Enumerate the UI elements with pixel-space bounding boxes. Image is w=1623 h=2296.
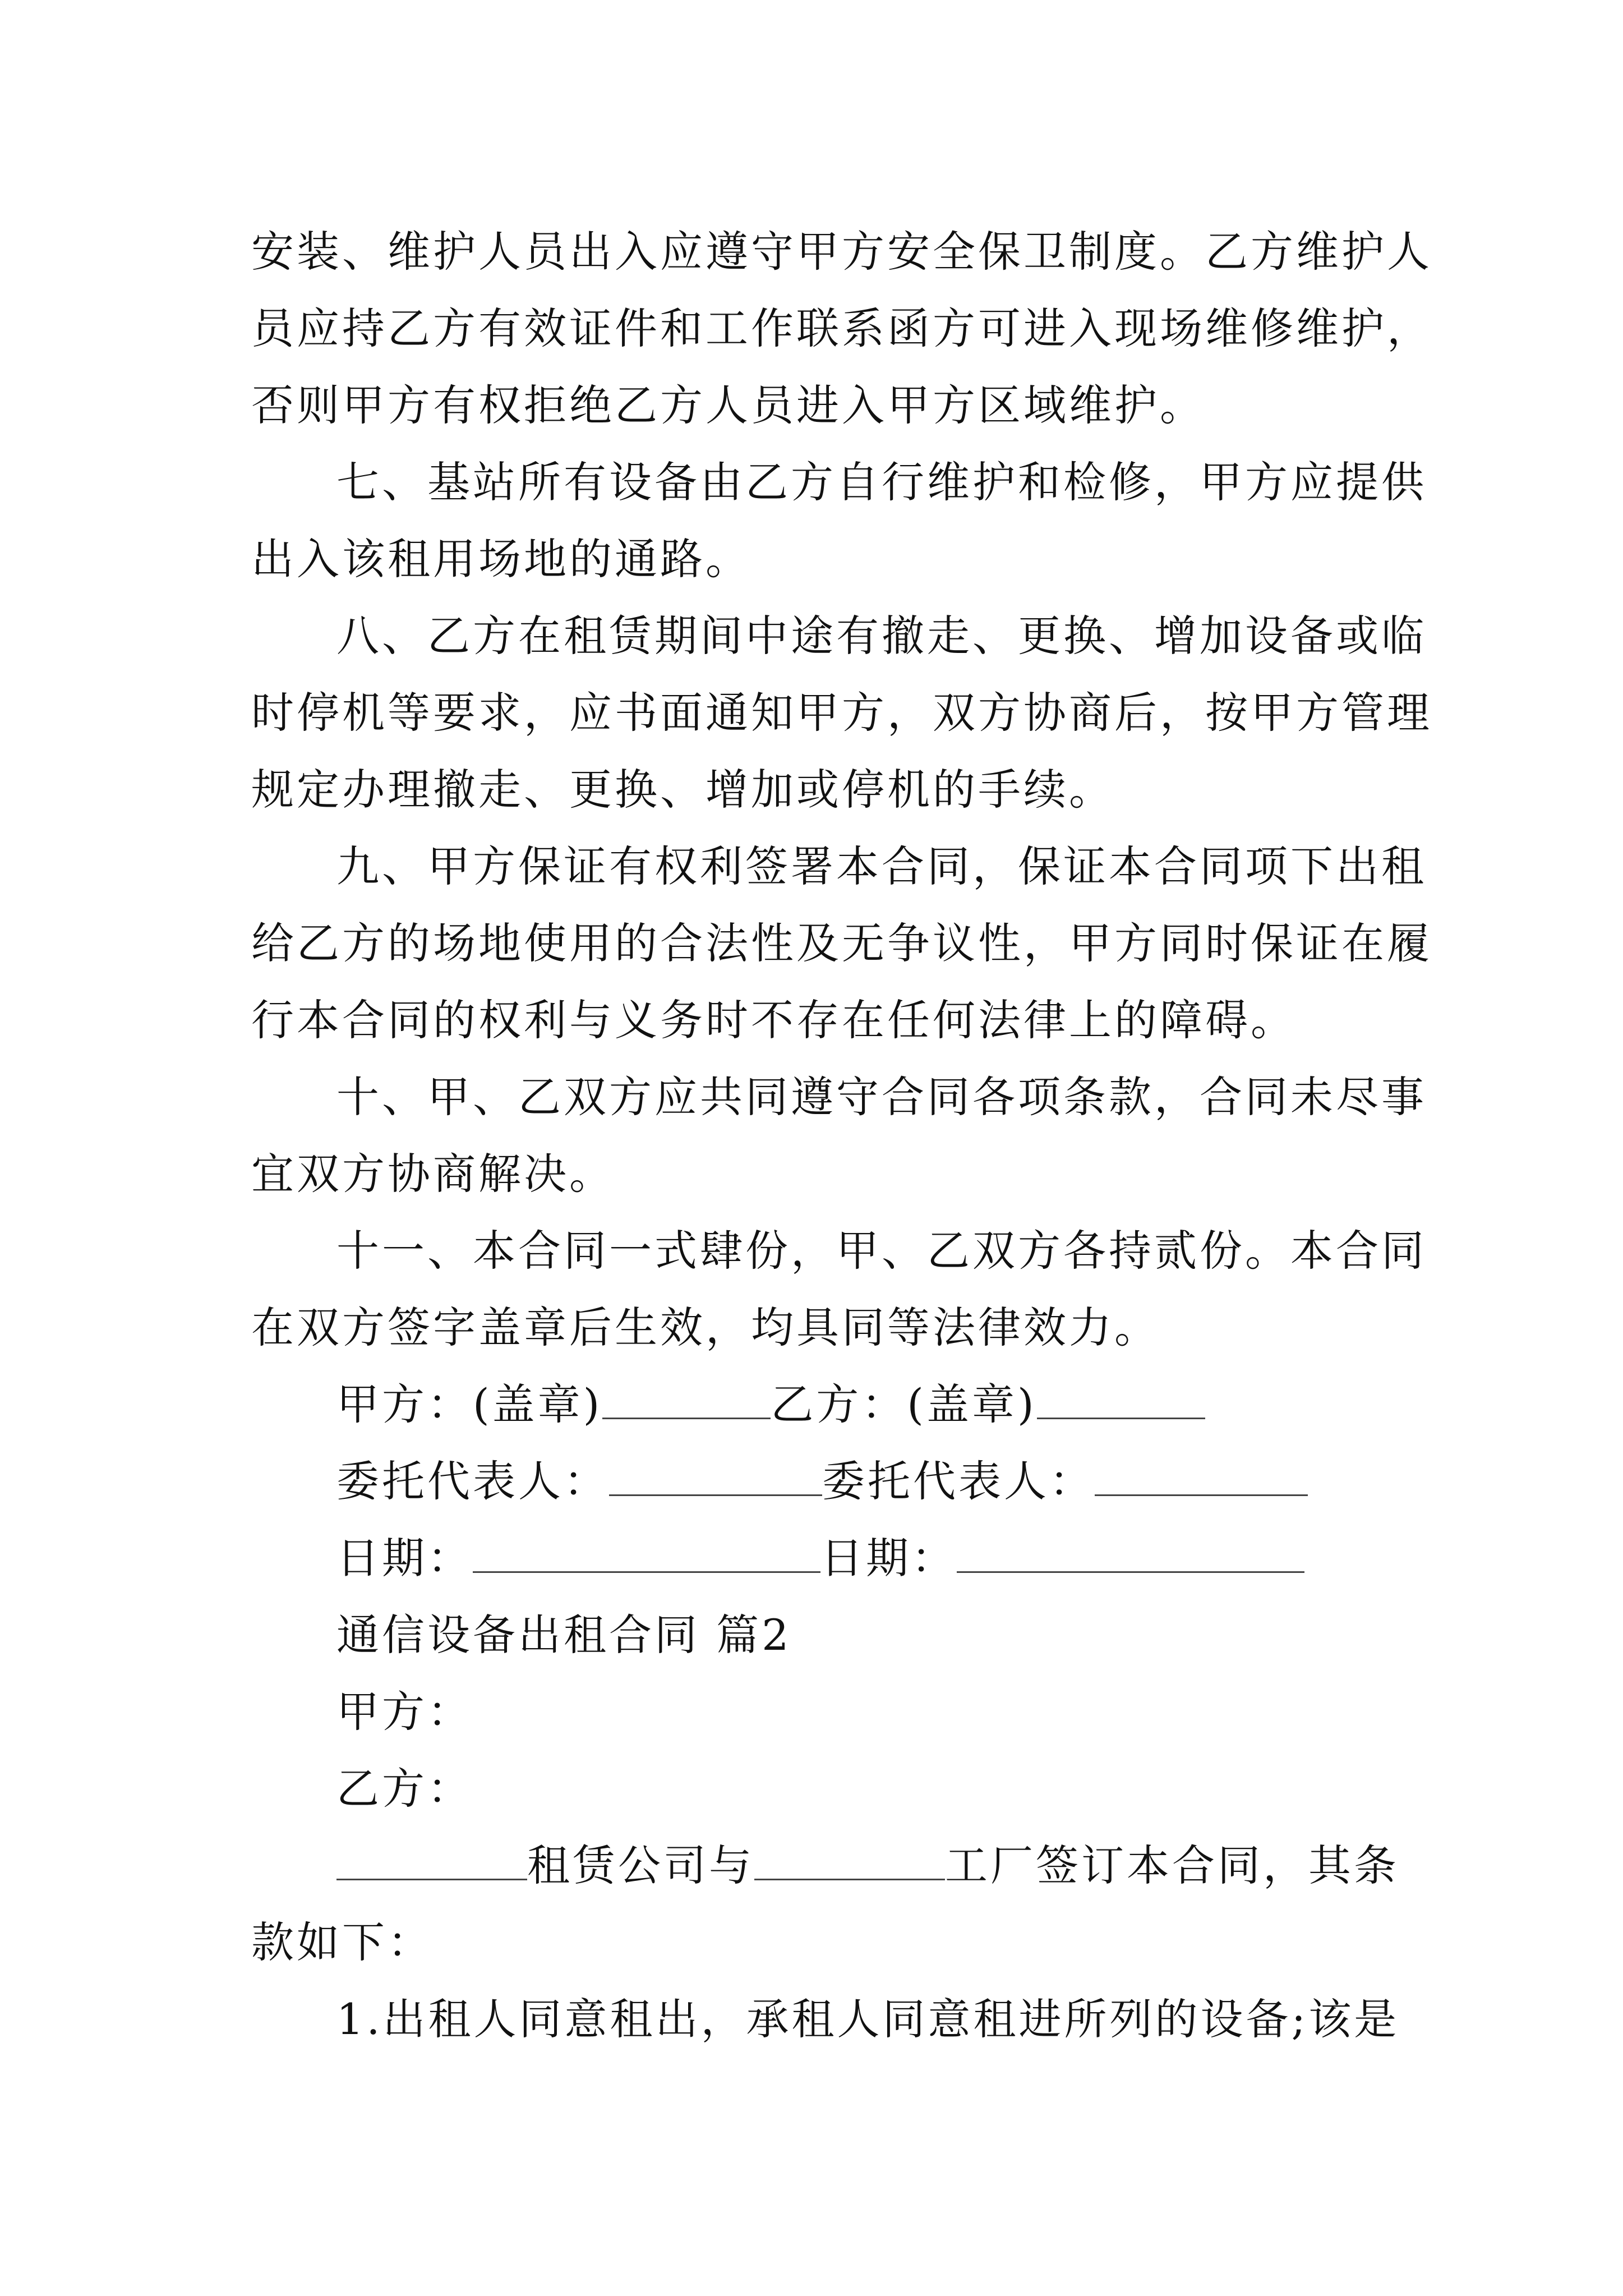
part2-party-a: 甲方： xyxy=(336,1687,473,1737)
signature-party-row xyxy=(251,1366,1384,1443)
body-line: 规定办理撤走、更换、增加或停机的手续。 xyxy=(251,765,1114,815)
rep-b-blank xyxy=(1095,1456,1308,1496)
date-b-label: 日期： xyxy=(820,1533,957,1583)
clause-7-line: 七、基站所有设备由乙方自行维护和检修，甲方应提供 xyxy=(336,457,1427,507)
body-line: 行本合同的权利与义务时不存在任何法律上的障碍。 xyxy=(251,995,1296,1045)
part2-clause-1: 1.出租人同意租出，承租人同意租进所列的设备;该是 xyxy=(336,1994,1400,2044)
body-line: 出入该租用场地的通路。 xyxy=(251,534,751,584)
body-line: 时停机等要求，应书面通知甲方，双方协商后，按甲方管理 xyxy=(251,688,1432,738)
rep-b-label: 委托代表人： xyxy=(822,1456,1095,1506)
lessor-blank xyxy=(336,1841,527,1880)
signature-rep-row xyxy=(251,1443,1384,1520)
body-line: 员应持乙方有效证件和工作联系函方可进入现场维修维护， xyxy=(251,303,1432,353)
party-b-seal-blank xyxy=(1037,1379,1205,1419)
rep-a-blank xyxy=(609,1456,822,1496)
clause-10-line: 十、甲、乙双方应共同遵守合同各项条款，合同未尽事 xyxy=(336,1072,1427,1122)
date-b-blank xyxy=(957,1533,1304,1573)
body-line: 安装、维护人员出入应遵守甲方安全保卫制度。乙方维护人 xyxy=(251,227,1432,277)
party-a-seal-blank xyxy=(602,1379,771,1419)
body-line: 否则甲方有权拒绝乙方人员进入甲方区域维护。 xyxy=(251,380,1205,430)
body-line: 在双方签字盖章后生效，均具同等法律效力。 xyxy=(251,1303,1160,1352)
clause-9-line: 九、甲方保证有权利签署本合同，保证本合同项下出租 xyxy=(336,841,1427,891)
date-a-label: 日期： xyxy=(336,1533,473,1583)
party-b-seal-label: 乙方：(盖章) xyxy=(771,1379,1037,1429)
document-body xyxy=(251,213,1432,2058)
clause-11-line: 十一、本合同一式肆份，甲、乙双方各持贰份。本合同 xyxy=(336,1226,1427,1276)
signature-date-row xyxy=(251,1520,1384,1596)
party-a-seal-label: 甲方：(盖章) xyxy=(336,1379,603,1429)
part2-party-b: 乙方： xyxy=(336,1764,473,1814)
part2-intro-line xyxy=(251,1827,1399,1904)
part2-intro-line2: 款如下： xyxy=(251,1917,433,1967)
part2-heading: 通信设备出租合同 篇2 xyxy=(336,1610,792,1660)
rep-a-label: 委托代表人： xyxy=(336,1456,609,1506)
intro-end-text: 工厂签订本合同，其条 xyxy=(945,1841,1399,1890)
factory-blank xyxy=(754,1841,945,1880)
body-line: 给乙方的场地使用的合法性及无争议性，甲方同时保证在履 xyxy=(251,918,1432,968)
body-line: 宜双方协商解决。 xyxy=(251,1149,615,1199)
intro-mid-text: 租赁公司与 xyxy=(527,1841,754,1890)
clause-8-line: 八、乙方在租赁期间中途有撤走、更换、增加设备或临 xyxy=(336,611,1427,661)
date-a-blank xyxy=(473,1533,820,1573)
